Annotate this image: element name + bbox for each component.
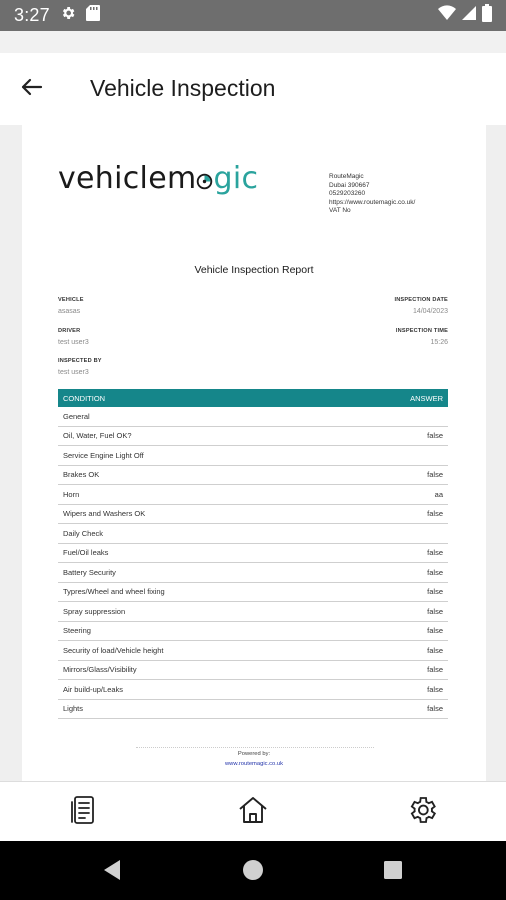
gear-icon: [60, 5, 76, 26]
table-row: Fuel/Oil leaks false: [58, 544, 448, 564]
vehicle-label: VEHICLE: [58, 297, 84, 303]
battery-icon: [482, 4, 492, 27]
status-time: 3:27: [14, 5, 50, 25]
company-address: RouteMagic Dubai 390667 0529203260 https://www.routemagic.co.uk/ VAT No: [329, 173, 416, 215]
back-triangle-icon: [102, 859, 122, 886]
bottom-navigation: [0, 781, 506, 841]
app-bar: [0, 53, 506, 125]
table-row: Daily Check: [58, 524, 448, 544]
inspection-date-label: INSPECTION DATE: [394, 297, 448, 303]
page-title: Vehicle Inspection: [90, 75, 276, 101]
table-row: Typres/Wheel and wheel fixing false: [58, 583, 448, 603]
vehiclemagic-logo: vehiclem gic: [58, 161, 259, 196]
inspection-report-page: [22, 125, 486, 781]
settings-icon: [406, 794, 438, 831]
inspected-by-value: test user3: [58, 369, 89, 376]
table-row: Mirrors/Glass/Visibility false: [58, 661, 448, 681]
answer-header: ANSWER: [410, 393, 443, 403]
table-row: General: [58, 407, 448, 427]
home-circle-icon: [242, 859, 264, 886]
inspection-table: [58, 389, 448, 719]
logo-wheel-icon: [196, 161, 213, 196]
inspection-date-value: 14/04/2023: [412, 308, 448, 315]
system-back-button[interactable]: [100, 860, 124, 884]
table-header: [58, 389, 448, 407]
list-button[interactable]: [66, 794, 102, 830]
table-row: Wipers and Washers OK false: [58, 505, 448, 525]
document-viewer[interactable]: [0, 125, 506, 781]
list-icon: [68, 794, 100, 831]
condition-header: CONDITION: [63, 393, 106, 403]
driver-label: DRIVER: [58, 328, 81, 334]
report-title: Vehicle Inspection Report: [194, 264, 314, 276]
system-recents-button[interactable]: [381, 860, 405, 884]
signal-icon: [462, 5, 476, 26]
driver-value: test user3: [58, 339, 89, 346]
table-row: Brakes OK false: [58, 466, 448, 486]
inspected-by-label: INSPECTED BY: [58, 358, 102, 364]
table-row: Security of load/Vehicle height false: [58, 641, 448, 661]
table-row: Lights false: [58, 700, 448, 720]
arrow-left-icon: [20, 75, 44, 104]
system-navigation-bar: [0, 841, 506, 900]
table-row: Battery Security false: [58, 563, 448, 583]
back-button[interactable]: [14, 73, 50, 105]
powered-by-link[interactable]: www.routemagic.co.uk: [225, 761, 283, 767]
table-row: Horn aa: [58, 485, 448, 505]
home-icon: [237, 794, 269, 831]
table-row: Service Engine Light Off: [58, 446, 448, 466]
status-bar: [0, 0, 506, 31]
table-row: Steering false: [58, 622, 448, 642]
wifi-icon: [438, 5, 456, 26]
sd-card-icon: [86, 5, 100, 26]
system-home-button[interactable]: [241, 860, 265, 884]
home-button[interactable]: [235, 794, 271, 830]
recents-square-icon: [383, 860, 403, 885]
inspection-time-value: 15:26: [430, 339, 448, 346]
table-row: Air build-up/Leaks false: [58, 680, 448, 700]
toolbar-shadow-strip: [0, 31, 506, 53]
table-row: Oil, Water, Fuel OK? false: [58, 427, 448, 447]
settings-button[interactable]: [404, 794, 440, 830]
vehicle-value: asasas: [58, 308, 81, 315]
table-row: Spray suppression false: [58, 602, 448, 622]
inspection-time-label: INSPECTION TIME: [395, 328, 448, 334]
powered-by-label: Powered by:: [237, 751, 271, 757]
footer-divider: [136, 747, 374, 748]
